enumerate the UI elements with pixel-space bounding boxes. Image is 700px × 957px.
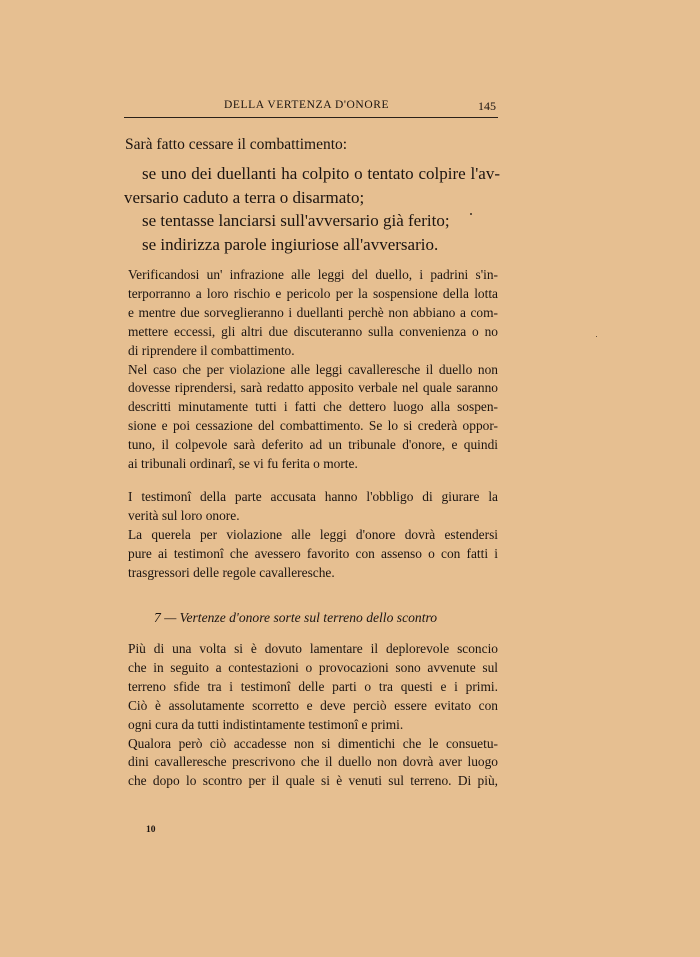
paragraph-infraction: [128, 266, 498, 474]
text-line: dovesse riprendersi, sarà redatto apposito verbale nel quale saranno: [128, 380, 498, 396]
text-line: Verificandosi un' infrazione alle leggi del duello, i padrini s'in-: [128, 267, 498, 282]
condition-line: versario caduto a terra o disarmato;: [124, 187, 365, 207]
text-line: ogni cura da tutti indistintamente testimonî e primi.: [128, 716, 404, 732]
text-line: Più di una volta si è dovuto lamentare il deplorevole sconcio: [128, 641, 498, 656]
text-line: terreno sfide tra i testimonî delle parti o tra questi e i primi.: [128, 678, 498, 694]
text-line: dini cavalleresche prescrivono che il duello non dovrà aver luogo: [128, 754, 498, 770]
text-line: che in seguito a contestazioni o provocazioni sono avvenute sul: [128, 659, 498, 675]
text-line: mettere eccessi, gli altri due discuteranno sulla convenienza o no: [128, 323, 498, 339]
header-rule: [124, 117, 498, 118]
text-line: La querela per violazione alle leggi d'onore dovrà estendersi: [128, 526, 498, 542]
condition-line: se uno dei duellanti ha colpito o tentato colpire l'av-: [142, 164, 500, 183]
text-line: di riprendere il combattimento.: [128, 342, 295, 358]
text-line: che dopo lo scontro per il quale si è venuti sul terreno. Di più,: [128, 773, 498, 789]
text-line: I testimonî della parte accusata hanno l'obbligo di giurare la: [128, 489, 498, 504]
running-title: DELLA VERTENZA D'ONORE: [224, 99, 390, 111]
text-line: sione e poi cessazione del combattimento. Se lo si crederà oppor-: [128, 418, 498, 434]
text-line: e mentre due sorveglieranno i duellanti perchè non abbiano a com-: [128, 304, 498, 320]
lead-line: Sarà fatto cessare il combattimento:: [125, 136, 348, 153]
condition-line: se tentasse lanciarsi sull'avversario già ferito;: [142, 211, 450, 231]
text-line: descritti minutamente tutti i fatti che dettero luogo alla sospen-: [128, 399, 498, 415]
paper-speck: [596, 336, 597, 337]
paper-speck: [470, 213, 472, 215]
condition-line: se indirizza parole ingiuriose all'avversario.: [142, 234, 439, 254]
text-line: terporranno a loro rischio e pericolo per la sospensione della lotta: [128, 285, 498, 301]
paragraph-witnesses: [128, 488, 498, 583]
text-line: trasgressori delle regole cavalleresche.: [128, 564, 335, 580]
signature-mark: 10: [146, 825, 156, 835]
paragraph-field-disputes: [128, 640, 498, 791]
text-line: pure ai testimonî che avessero favorito con assenso o con fatti i: [128, 545, 498, 561]
text-line: verità sul loro onore.: [128, 507, 240, 523]
section-heading: 7 — Vertenze d'onore sorte sul terreno dello scontro: [154, 610, 438, 625]
text-line: tuno, il colpevole sarà deferito ad un tribunale d'onore, e quindi: [128, 437, 498, 453]
text-line: Qualora però ciò accadesse non si dimentichi che le consuetu-: [128, 735, 498, 751]
text-line: Nel caso che per violazione alle leggi cavalleresche il duello non: [128, 361, 498, 377]
text-line: Ciò è assolutamente scorretto e deve perciò essere evitato con: [128, 697, 498, 713]
page-number: 145: [478, 99, 496, 113]
text-line: ai tribunali ordinarî, se vi fu ferita o morte.: [128, 456, 358, 472]
cessation-conditions: [124, 162, 500, 256]
